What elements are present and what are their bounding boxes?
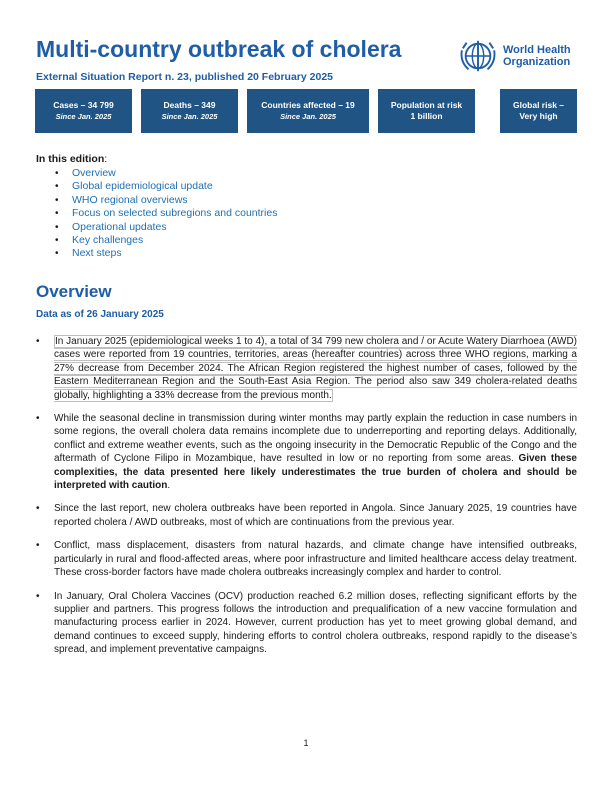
list-item: • In January, Oral Cholera Vaccines (OCV) production reached 6.2 million doses, reflecting significant efforts by the supplier and partners. This progress follows the introduction and prequalification of a new vaccine formulation and manufacturing process earlier in 2024. However, current production has yet to meet growing global demand, and demand continues to exceed supply, hindering efforts to control cholera outbreaks, respond rapidly to the disease’s spread, and implement preventative campaigns. — [36, 590, 577, 657]
list-item: • In January 2025 (epidemiological weeks 1 to 4), a total of 34 799 new cholera and / or Acute Watery Diarrhoea (AWD) cases were reported from 19 countries, territories, areas (hereafter countries) across three WHO regions, marking a 27% decrease from December 2024. The African Region registered the highest number of cases, followed by the Eastern Mediterranean Region and the South-East Asia Region. The period also saw 349 cholera-related deaths globally, highlighting a 33% decrease from the previous month. — [36, 335, 577, 402]
overview-heading: Overview — [36, 282, 112, 301]
toc-link-next-steps[interactable]: • Next steps — [36, 247, 576, 260]
toc-link-regional-overviews[interactable]: • WHO regional overviews — [36, 194, 576, 207]
who-emblem-icon — [459, 37, 497, 75]
overview-bullets — [36, 335, 577, 667]
list-item: • Since the last report, new cholera outbreaks have been reported in Angola. Since January 2025, 19 countries have reported cholera / AWD outbreaks, most of which are continuations from the previous year. — [36, 502, 577, 529]
toc-link-overview[interactable]: • Overview — [36, 167, 576, 180]
report-subtitle: External Situation Report n. 23, published 20 February 2025 — [36, 71, 333, 83]
list-item: • While the seasonal decline in transmission during winter months may partly explain the reduction in case numbers in some regions, the overall cholera data remains incomplete due to underreporting and reporting delays. Additionally, conflict and extreme weather events, such as the ongoing insecurity in the Democratic Republic of the Congo and the aftermath of Cyclone Filipo in Mozambique, have resulted in low or no reporting from some areas. Given these complexities, the data presented here likely underestimates the true burden of cholera and should be interpreted with caution. — [36, 412, 577, 492]
table-of-contents — [36, 153, 576, 261]
deaths-box: Deaths – 349 Since Jan. 2025 — [141, 89, 238, 133]
who-logo-text: World Health Organization — [503, 44, 571, 68]
population-at-risk-box: Population at risk 1 billion — [378, 89, 475, 133]
toc-link-focus-subregions[interactable]: • Focus on selected subregions and countries — [36, 207, 576, 220]
toc-link-global-epi-update[interactable]: • Global epidemiological update — [36, 180, 576, 193]
toc-link-key-challenges[interactable]: • Key challenges — [36, 234, 576, 247]
list-item: • Conflict, mass displacement, disasters from natural hazards, and climate change have intensified outbreaks, particularly in rural and flood-affected areas, where poor infrastructure and limited healthcare access delay treatment. These cross-border factors have made cholera outbreaks increasingly complex and harder to control. — [36, 539, 577, 579]
page-title: Multi-country outbreak of cholera — [36, 36, 402, 62]
countries-affected-box: Countries affected – 19 Since Jan. 2025 — [247, 89, 369, 133]
data-date: Data as of 26 January 2025 — [36, 309, 164, 320]
global-risk-box: Global risk – Very high — [500, 89, 577, 133]
cases-box: Cases – 34 799 Since Jan. 2025 — [35, 89, 132, 133]
page-number: 1 — [303, 738, 309, 748]
toc-link-operational-updates[interactable]: • Operational updates — [36, 221, 576, 234]
summary-boxes — [35, 89, 577, 133]
who-logo — [459, 36, 579, 76]
toc-heading: In this edition: — [36, 153, 108, 165]
